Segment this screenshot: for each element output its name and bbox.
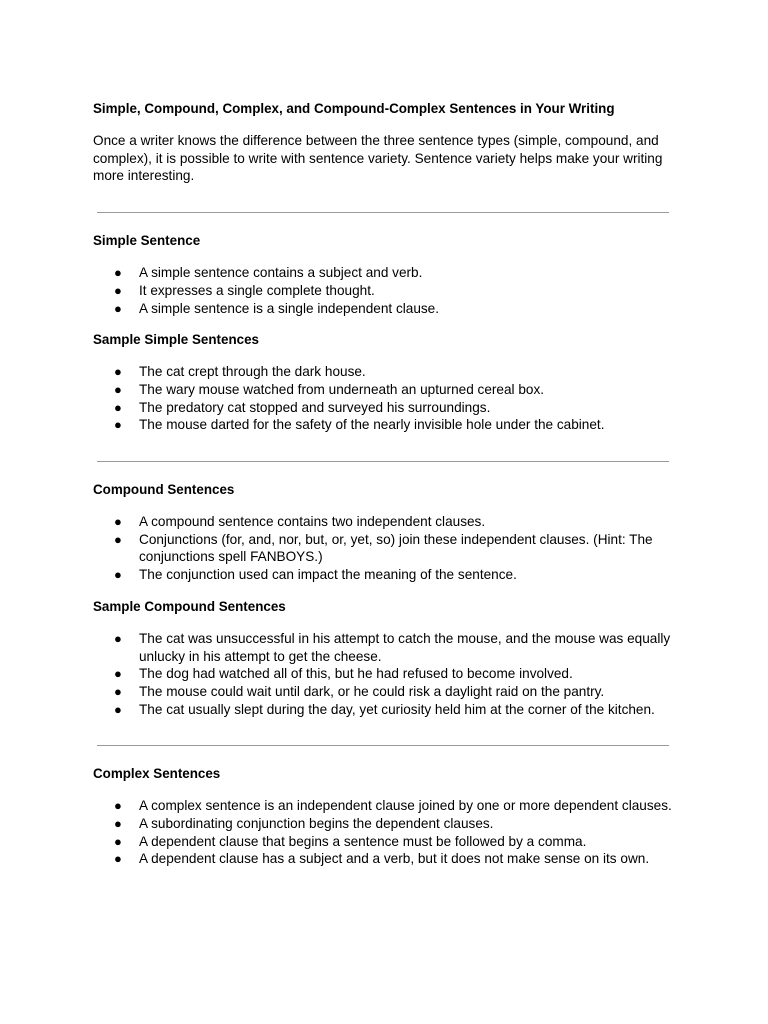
bullet-icon: ● — [114, 630, 122, 646]
bullet-icon: ● — [114, 683, 122, 699]
list-item: ● A compound sentence contains two independent clauses. — [114, 514, 486, 530]
list-item: ● Conjunctions (for, and, nor, but, or, yet, so) join these independent clauses. (Hint: The conjunctions spell FANBOYS.) — [114, 531, 653, 565]
bullet-icon: ● — [114, 531, 122, 547]
simple-sentence-heading: Simple Sentence — [93, 233, 201, 249]
list-item: ● The mouse could wait until dark, or he could risk a daylight raid on the pantry. — [114, 683, 605, 699]
bullet-icon: ● — [114, 851, 122, 867]
complex-sentence-bullets — [93, 797, 683, 868]
bullet-icon: ● — [114, 701, 122, 717]
bullet-icon: ● — [114, 381, 122, 397]
sample-compound-heading: Sample Compound Sentences — [93, 598, 286, 614]
section-divider — [97, 461, 669, 462]
complex-sentences-heading: Complex Sentences — [93, 766, 221, 782]
bullet-icon: ● — [114, 798, 122, 814]
bullet-icon: ● — [114, 364, 122, 380]
intro-paragraph: Once a writer knows the difference between the three sentence types (simple, compound, and complex), it is possible to write with sentence variety. Sentence variety helps make your writing more interesting. — [93, 133, 663, 184]
sample-compound-bullets — [93, 630, 683, 719]
bullet-icon: ● — [114, 417, 122, 433]
list-item: ● The predatory cat stopped and surveyed his surroundings. — [114, 399, 491, 415]
list-item: ● A complex sentence is an independent clause joined by one or more dependent clauses. — [114, 798, 672, 814]
sample-simple-heading: Sample Simple Sentences — [93, 332, 259, 348]
compound-sentence-bullets — [93, 513, 683, 584]
list-item: ● A subordinating conjunction begins the dependent clauses. — [114, 816, 494, 832]
list-item: ● A simple sentence is a single independent clause. — [114, 300, 440, 316]
bullet-icon: ● — [114, 514, 122, 530]
list-item: ● It expresses a single complete thought. — [114, 282, 375, 298]
document-title: Simple, Compound, Complex, and Compound-Complex Sentences in Your Writing — [93, 101, 615, 116]
list-item: ● The cat was unsuccessful in his attempt to catch the mouse, and the mouse was equally unlucky in his attempt to get the cheese. — [114, 630, 671, 664]
bullet-icon: ● — [114, 666, 122, 682]
bullet-icon: ● — [114, 816, 122, 832]
list-item: ● The conjunction used can impact the meaning of the sentence. — [114, 567, 517, 583]
bullet-icon: ● — [114, 300, 122, 316]
compound-sentences-heading: Compound Sentences — [93, 482, 235, 498]
list-item: ● The cat crept through the dark house. — [114, 364, 366, 380]
list-item: ● A simple sentence contains a subject and verb. — [114, 265, 423, 281]
list-item: ● The dog had watched all of this, but he had refused to become involved. — [114, 666, 573, 682]
section-divider — [97, 212, 669, 213]
bullet-icon: ● — [114, 265, 122, 281]
sample-simple-bullets — [93, 363, 683, 434]
list-item: ● A dependent clause that begins a sentence must be followed by a comma. — [114, 833, 587, 849]
bullet-icon: ● — [114, 282, 122, 298]
bullet-icon: ● — [114, 399, 122, 415]
simple-sentence-bullets — [93, 264, 683, 317]
document-page — [93, 100, 683, 868]
list-item: ● The wary mouse watched from underneath an upturned cereal box. — [114, 381, 545, 397]
list-item: ● The mouse darted for the safety of the nearly invisible hole under the cabinet. — [114, 417, 605, 433]
section-divider — [97, 745, 669, 746]
list-item: ● A dependent clause has a subject and a verb, but it does not make sense on its own. — [114, 851, 650, 867]
list-item: ● The cat usually slept during the day, yet curiosity held him at the corner of the kitchen. — [114, 701, 655, 717]
bullet-icon: ● — [114, 833, 122, 849]
bullet-icon: ● — [114, 567, 122, 583]
